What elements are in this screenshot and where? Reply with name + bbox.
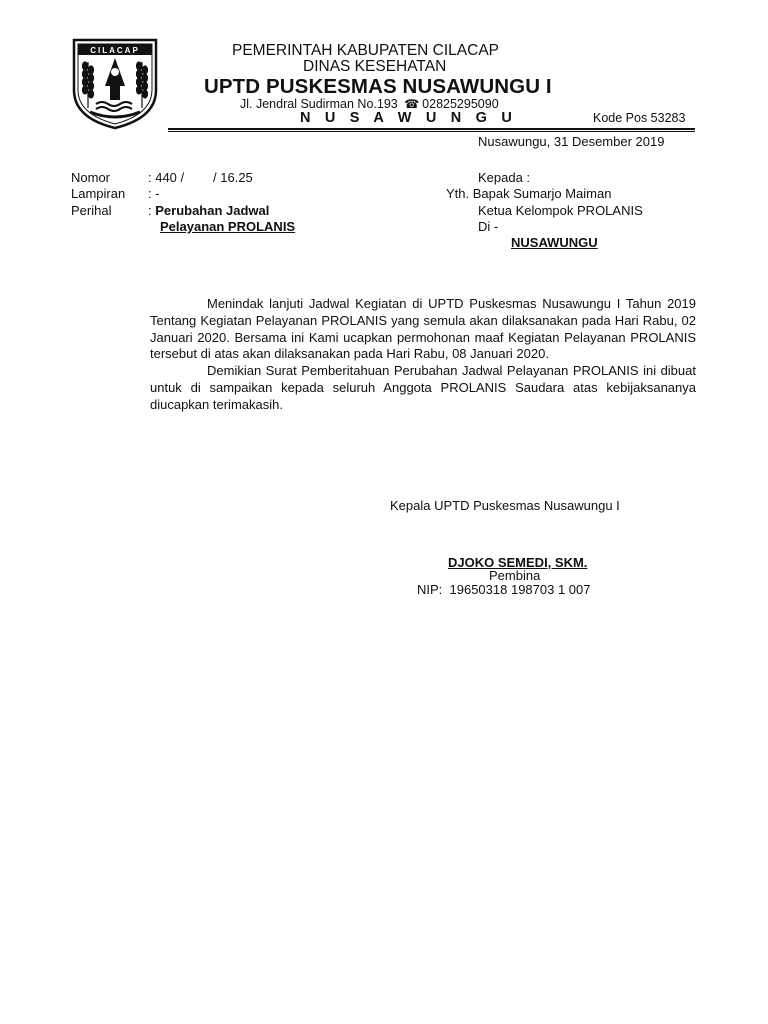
signature-rank: Pembina [489, 568, 541, 583]
perihal-line2: Pelayanan PROLANIS [160, 219, 296, 234]
perihal-label: Perihal [71, 203, 112, 218]
recipient-name: Yth. Bapak Sumarjo Maiman [446, 186, 612, 201]
letterhead-postal-code: Kode Pos 53283 [593, 111, 686, 125]
recipient-kepada: Kepada : [478, 170, 531, 185]
letterhead-government: PEMERINTAH KABUPATEN CILACAP [232, 42, 499, 59]
signature-title: Kepala UPTD Puskesmas Nusawungu I [390, 498, 620, 513]
letterhead-city: N U S A W U N G U [300, 110, 518, 126]
letter-body [150, 296, 696, 414]
lampiran-label: Lampiran [71, 186, 126, 201]
signature-name: DJOKO SEMEDI, SKM. [448, 555, 588, 570]
letterhead-divider [168, 128, 695, 130]
perihal-value [148, 203, 269, 218]
letterhead-institution: UPTD PUSKESMAS NUSAWUNGU I [204, 75, 552, 98]
perihal-line1: Perubahan Jadwal [155, 203, 270, 218]
logo-text: CILACAP [90, 46, 140, 55]
recipient-di: Di - [478, 219, 499, 234]
letterhead-department: DINAS KESEHATAN [303, 58, 447, 75]
perihal-colon: : [148, 203, 156, 218]
phone-icon: ☎ [404, 97, 420, 111]
cilacap-regency-logo [70, 38, 160, 130]
lampiran-value: : - [148, 186, 160, 201]
recipient-role: Ketua Kelompok PROLANIS [478, 203, 643, 218]
signature-nip: NIP: 19650318 198703 1 007 [417, 582, 591, 597]
nomor-value: : 440 / / 16.25 [148, 170, 253, 185]
letterhead-divider-thin [168, 131, 695, 132]
recipient-place: NUSAWUNGU [511, 235, 598, 250]
letter-date: Nusawungu, 31 Desember 2019 [478, 134, 665, 149]
body-paragraph-2: Demikian Surat Pemberitahuan Perubahan Jadwal Pelayanan PROLANIS ini dibuat untuk di sampaikan kepada seluruh Anggota PROLANIS Saudara atas kebijaksananya diucapkan terimakasih. [150, 363, 696, 412]
body-paragraph-1: Menindak lanjuti Jadwal Kegiatan di UPTD Puskesmas Nusawungu I Tahun 2019 Tentang Kegiatan Pelayanan PROLANIS yang semula akan dilaksanakan pada Hari Rabu, 02 Januari 2020. Bersama ini Kami ucapkan permohonan maaf Kegiatan Pelayanan PROLANIS tersebut di atas akan dilaksanakan pada Hari Rabu, 08 Januari 2020. [150, 296, 696, 362]
nomor-label: Nomor [71, 170, 111, 185]
letterhead-address-line [240, 97, 499, 111]
letterhead-phone: 02825295090 [422, 97, 499, 111]
letterhead-address: Jl. Jendral Sudirman No.193 [240, 97, 398, 111]
